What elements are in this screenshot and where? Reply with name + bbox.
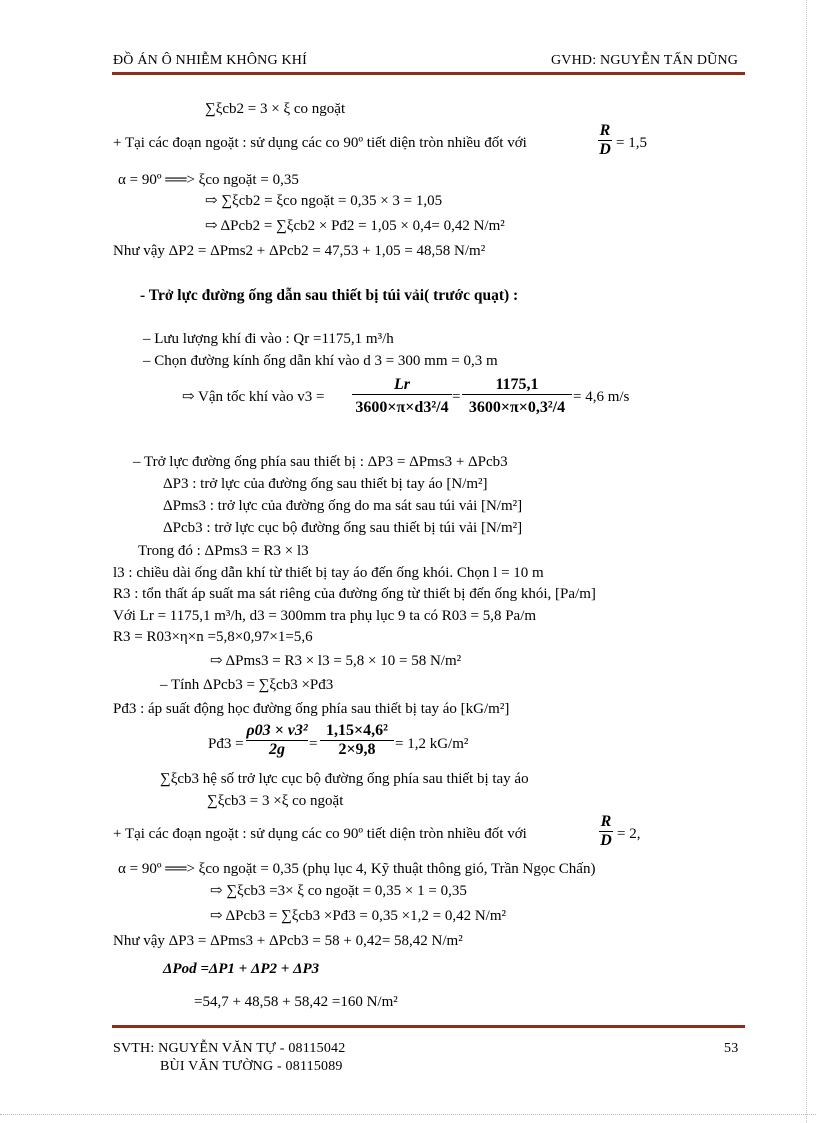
fraction-denominator: D	[599, 141, 611, 158]
line-sum-xi-cb3-value: ⇨ ∑ξcb3 =3× ξ co ngoặt = 0,35 × 1 = 0,35	[210, 883, 467, 899]
fraction-numerator: 1,15×4,6²	[326, 722, 388, 739]
line-dp3-total: Như vậy ΔP3 = ΔPms3 + ΔPcb3 = 58 + 0,42= 58,42 N/m²	[113, 933, 463, 949]
fraction-numerator: ρ03 × v3²	[246, 722, 308, 739]
fraction-denominator: D	[600, 832, 612, 849]
line-velocity-result: = 4,6 m/s	[573, 389, 630, 405]
equals-sign: =	[452, 389, 461, 405]
fraction-denominator: 2×9,8	[320, 740, 394, 759]
line-pipe-diameter: – Chọn đường kính ống dẫn khí vào d 3 = 300 mm = 0,3 m	[143, 353, 498, 369]
line-dpcb3-desc: ΔPcb3 : trở lực cục bộ đường ống sau thiết bị túi vải [N/m²]	[163, 520, 523, 536]
equals-sign: =	[309, 736, 318, 752]
line-r3-desc: R3 : tổn thất áp suất ma sát riêng của đường ống từ thiết bị đến ống khói, [Pa/m]	[113, 586, 596, 602]
header-left: ĐỒ ÁN Ô NHIỄM KHÔNG KHÍ	[113, 53, 307, 68]
fraction-velocity-symbolic	[352, 376, 452, 417]
footer-student-1: SVTH: NGUYỄN VĂN TỰ - 08115042	[113, 1041, 346, 1056]
fraction-r-over-d-1	[598, 122, 612, 159]
line-bend-value-2: = 2,	[617, 826, 641, 842]
line-dp2-total: Như vậy ΔP2 = ΔPms2 + ΔPcb2 = 47,53 + 1,05 = 48,58 N/m²	[113, 243, 486, 259]
fraction-numerator: R	[599, 122, 611, 139]
fraction-velocity-numeric	[462, 376, 572, 417]
line-flow-rate: – Lưu lượng khí đi vào : Qr =1175,1 m³/h	[143, 331, 394, 347]
line-l3-desc: l3 : chiều dài ống dẫn khí từ thiết bị tay áo đến ống khói. Chọn l = 10 m	[113, 565, 544, 581]
line-dp-total-value: =54,7 + 48,58 + 58,42 =160 N/m²	[194, 994, 398, 1010]
fraction-denominator: 3600×π×d3²/4	[352, 394, 452, 417]
fraction-pd3-numeric	[320, 722, 394, 759]
footer-rule	[112, 1025, 745, 1028]
line-sum-xi-cb3-desc: ∑ξcb3 hệ số trở lực cục bộ đường ống phía sau thiết bị tay áo	[160, 771, 529, 787]
fraction-numerator: R	[600, 813, 612, 830]
line-bend-note-1: + Tại các đoạn ngoặt : sử dụng các co 90º tiết diện tròn nhiều đốt với	[113, 135, 527, 151]
line-pd3-label: Pđ3 =	[208, 736, 244, 752]
line-sum-xi-cb3: ∑ξcb3 = 3 ×ξ co ngoặt	[207, 793, 344, 809]
line-dp3-definition: – Trở lực đường ống phía sau thiết bị : ΔP3 = ΔPms3 + ΔPcb3	[133, 454, 508, 470]
header-right: GVHD: NGUYỄN TẤN DŨNG	[551, 53, 739, 68]
footer-student-2: BÙI VĂN TƯỜNG - 08115089	[160, 1059, 343, 1074]
fraction-r-over-d-2	[599, 813, 613, 850]
line-dp-total-formula: ΔPod =ΔP1 + ΔP2 + ΔP3	[163, 961, 320, 977]
section-heading: - Trở lực đường ống dẫn sau thiết bị túi vải( trước quạt) :	[140, 287, 519, 304]
fraction-denominator: 2g	[246, 740, 308, 759]
fraction-pd3-symbolic	[246, 722, 308, 759]
page-edge-bottom	[0, 1114, 816, 1115]
line-pd3-result: = 1,2 kG/m²	[395, 736, 469, 752]
line-where: Trong đó : ΔPms3 = R3 × l3	[138, 543, 309, 559]
fraction-denominator: 3600×π×0,3²/4	[462, 394, 572, 417]
line-velocity-label: ⇨ Vận tốc khí vào v3 =	[182, 389, 325, 405]
line-dp-cb2: ⇨ ΔPcb2 = ∑ξcb2 × Pđ2 = 1,05 × 0,4= 0,42 N/m²	[205, 218, 505, 234]
header-rule	[112, 72, 745, 75]
line-dpms3-desc: ΔPms3 : trở lực của đường ống do ma sát sau túi vải [N/m²]	[163, 498, 523, 514]
line-sum-xi-cb2-value: ⇨ ∑ξcb2 = ξco ngoặt = 0,35 × 3 = 1,05	[205, 193, 443, 209]
line-bend-note-2: + Tại các đoạn ngoặt : sử dụng các co 90º tiết diện tròn nhiều đốt với	[113, 826, 527, 842]
fraction-numerator: 1175,1	[495, 376, 539, 393]
line-alpha-2: α = 90º ══> ξco ngoặt = 0,35 (phụ lục 4, Kỹ thuật thông gió, Trần Ngọc Chấn)	[118, 861, 596, 877]
line-lookup: Với Lr = 1175,1 m³/h, d3 = 300mm tra phụ lục 9 ta có R03 = 5,8 Pa/m	[113, 608, 537, 624]
line-r3-calc: R3 = R03×η×n =5,8×0,97×1=5,6	[113, 629, 313, 645]
line-dpms3-calc: ⇨ ΔPms3 = R3 × l3 = 5,8 × 10 = 58 N/m²	[210, 653, 462, 669]
fraction-numerator: Lr	[394, 376, 410, 393]
page-edge-right	[806, 0, 807, 1123]
line-bend-value-1: = 1,5	[616, 135, 647, 151]
page-number: 53	[724, 1041, 739, 1056]
line-sum-xi-cb2: ∑ξcb2 = 3 × ξ co ngoặt	[205, 101, 346, 117]
line-compute-dpcb3: – Tính ΔPcb3 = ∑ξcb3 ×Pđ3	[160, 677, 334, 693]
line-pd3-desc: Pđ3 : áp suất động học đường ống phía sau thiết bị tay áo [kG/m²]	[113, 701, 510, 717]
line-dpcb3-calc: ⇨ ΔPcb3 = ∑ξcb3 ×Pđ3 = 0,35 ×1,2 = 0,42 N/m²	[210, 908, 506, 924]
line-dp3-desc: ΔP3 : trở lực của đường ống sau thiết bị tay áo [N/m²]	[163, 476, 488, 492]
line-alpha-1: α = 90º ══> ξco ngoặt = 0,35	[118, 172, 299, 188]
